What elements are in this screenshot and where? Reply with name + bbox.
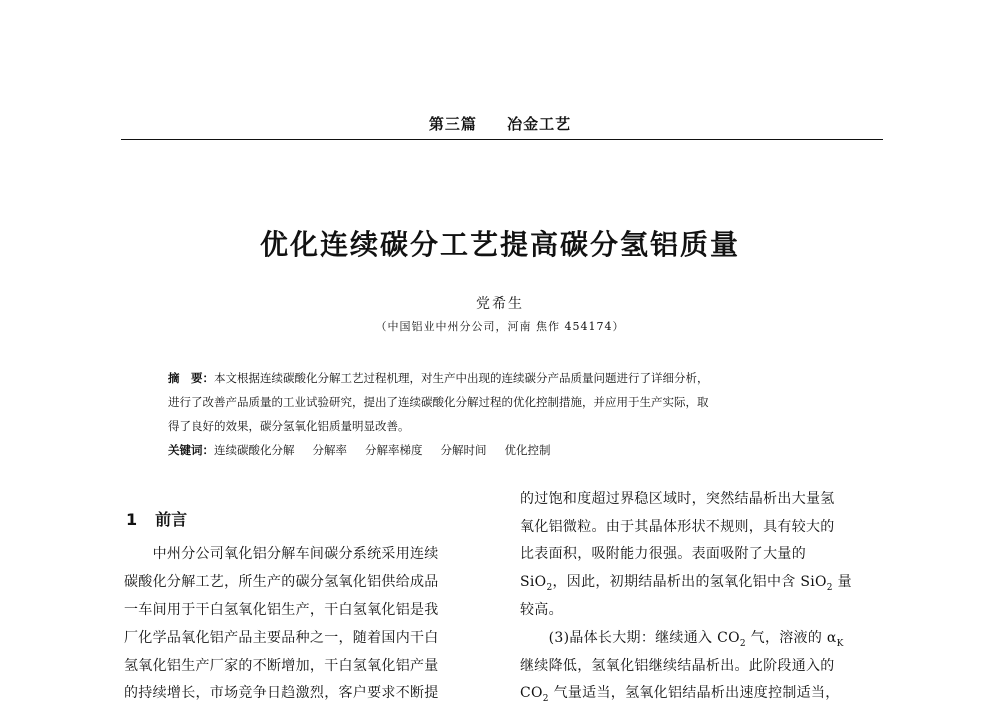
affiliation: （中国铝业中州分公司，河南 焦作 454174） bbox=[375, 320, 625, 333]
section-heading bbox=[126, 507, 187, 530]
keyword: 连续碳酸化分解 bbox=[214, 443, 295, 457]
body-line: 较高。 bbox=[520, 602, 563, 618]
body-line: 一车间用于干白氢氧化铝生产，干白氢氧化铝是我 bbox=[124, 602, 439, 618]
keyword: 分解时间 bbox=[440, 443, 487, 457]
subscript: 2 bbox=[546, 582, 553, 593]
subscript: 2 bbox=[826, 582, 833, 593]
abstract-line bbox=[168, 370, 709, 386]
header-part: 第三篇 bbox=[428, 115, 477, 133]
text-run: CO bbox=[520, 685, 543, 701]
subscript: K bbox=[836, 638, 844, 649]
header-title: 冶金工艺 bbox=[507, 115, 572, 133]
body-line: 碳酸化分解工艺，所生产的碳分氢氧化铝供给成品 bbox=[124, 574, 439, 590]
body-line: 中州分公司氧化铝分解车间碳分系统采用连续 bbox=[124, 546, 439, 562]
keywords-label: 关键词： bbox=[168, 443, 214, 457]
body-line: 氧化铝微粒。由于其晶体形状不规则，具有较大的 bbox=[520, 519, 835, 535]
subscript: 2 bbox=[739, 638, 746, 649]
body-line: 的过饱和度超过界稳区域时，突然结晶析出大量氢 bbox=[520, 491, 835, 507]
abstract-text: 本文根据连续碳酸化分解工艺过程机理，对生产中出现的连续碳分产品质量问题进行了详细分析， bbox=[214, 371, 709, 385]
keyword: 优化控制 bbox=[504, 443, 551, 457]
abstract-line: 进行了改善产品质量的工业试验研究，提出了连续碳酸化分解过程的优化控制措施，并应用于生产实际，取 bbox=[168, 395, 709, 409]
body-line: 厂化学品氧化铝产品主要品种之一，随着国内干白 bbox=[124, 630, 439, 646]
keyword: 分解率梯度 bbox=[365, 443, 423, 457]
body-line: 的持续增长，市场竞争日趋激烈，客户要求不断提 bbox=[124, 685, 439, 701]
running-header bbox=[0, 113, 1000, 134]
text-run: 量 bbox=[832, 574, 852, 590]
keywords bbox=[168, 442, 569, 458]
body-line bbox=[520, 571, 892, 593]
subscript: 2 bbox=[542, 693, 549, 704]
text-run: SiO bbox=[520, 574, 547, 590]
article-title: 优化连续碳分工艺提高碳分氢铝质量 bbox=[259, 228, 740, 261]
body-line bbox=[520, 682, 892, 704]
author: 党希生 bbox=[476, 296, 524, 312]
section-number: 1 bbox=[126, 510, 138, 529]
abstract-label: 摘 要： bbox=[168, 371, 214, 385]
body-line bbox=[520, 627, 892, 649]
abstract-line: 得了良好的效果，碳分氢氧化铝质量明显改善。 bbox=[168, 419, 410, 433]
body-line: 比表面积，吸附能力很强。表面吸附了大量的 bbox=[520, 546, 806, 562]
keyword: 分解率 bbox=[312, 443, 347, 457]
section-title: 前言 bbox=[155, 510, 188, 529]
text-run: 气量适当，氢氧化铝结晶析出速度控制适当， bbox=[548, 685, 840, 701]
text-run: 气，溶液的 α bbox=[745, 630, 837, 646]
text-run: (3)晶体长大期：继续通入 CO bbox=[520, 630, 740, 646]
body-line: 继续降低，氢氧化铝继续结晶析出。此阶段通入的 bbox=[520, 658, 835, 674]
text-run: ，因此，初期结晶析出的氢氧化铝中含 SiO bbox=[552, 574, 827, 590]
body-line: 氢氧化铝生产厂家的不断增加，干白氢氧化铝产量 bbox=[124, 658, 439, 674]
header-rule bbox=[121, 139, 883, 140]
